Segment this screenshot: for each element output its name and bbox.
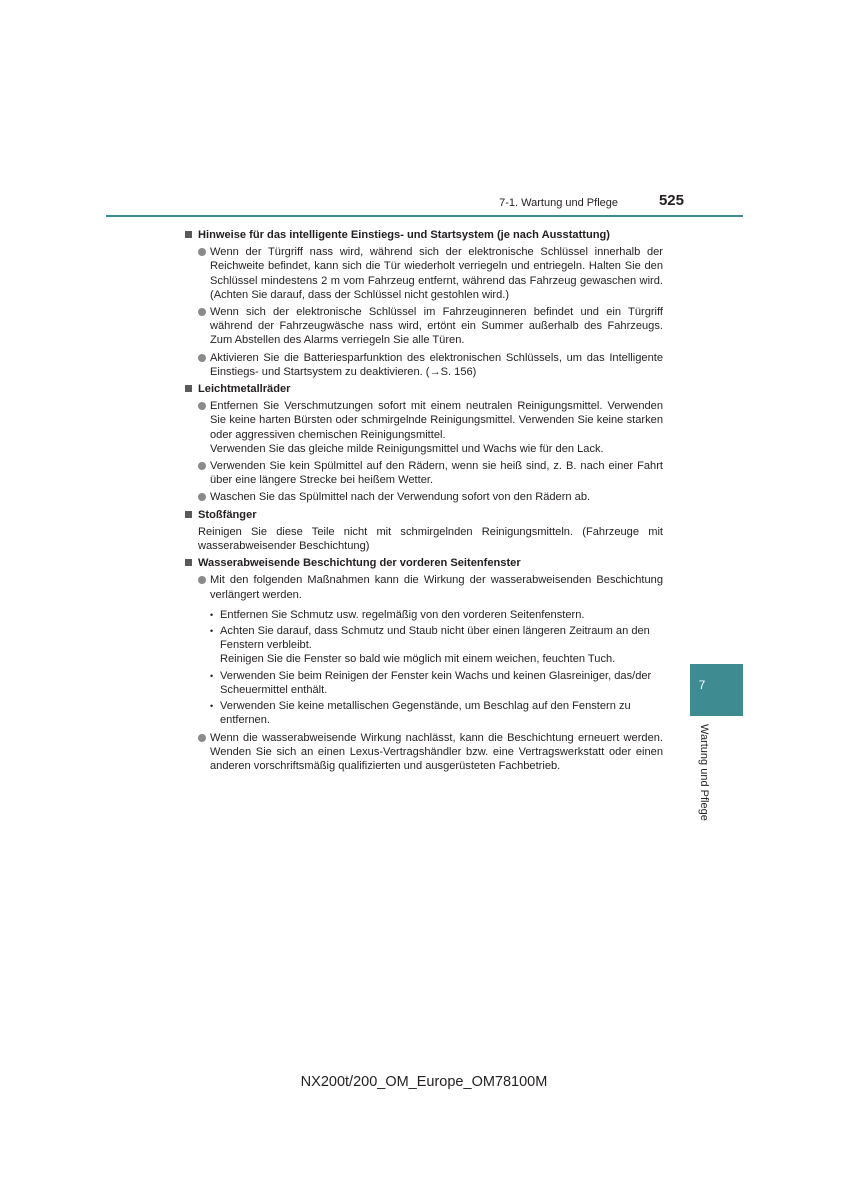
list-item [185,459,663,487]
sub-list-item-text: Verwenden Sie beim Reinigen der Fenster kein Wachs und keinen Glasreiniger, das/der Scheuermittel enthält. [220,669,652,696]
section-heading [185,228,663,242]
sub-list-item-text: Verwenden Sie keine metallischen Gegenstände, um Beschlag auf den Fenstern zu entfernen. [220,700,631,727]
list-item-text [210,399,663,456]
list-item-text: Mit den folgenden Maßnahmen kann die Wirkung der wasserabweisenden Beschichtung verlängert werden. [210,574,663,601]
round-bullet-icon [198,402,206,410]
round-bullet-icon [198,462,206,470]
list-item [185,245,663,302]
list-item [185,573,663,601]
round-bullet-icon [198,493,206,501]
section-paragraph: Reinigen Sie diese Teile nicht mit schmirgelnden Reinigungsmitteln. (Fahrzeuge mit wasserabweisender Beschichtung) [198,525,663,553]
section-bumpers [185,508,663,554]
sub-list-item [185,669,663,697]
list-item-text: Aktivieren Sie die Batteriesparfunktion des elektronischen Schlüssels, um das Intelligente Einstiegs- und Startsystem zu deaktivieren. (→S. 156) [210,351,663,378]
section-heading [185,382,663,396]
section-heading-text: Wasserabweisende Beschichtung der vorderen Seitenfenster [198,557,521,570]
sub-list-item [185,624,663,667]
page-number: 525 [658,192,684,209]
chapter-number: 7 [698,678,706,692]
sub-list-item-text: Entfernen Sie Schmutz usw. regelmäßig von den vorderen Seitenfenstern. [220,608,585,621]
list-item [185,399,663,456]
section-heading [185,508,663,522]
chapter-tab [690,664,743,716]
sub-list-item-text-part: Achten Sie darauf, dass Schmutz und Staub nicht über einen längeren Zeitraum an den Fenstern verbleibt. [220,625,650,652]
small-bullet-icon: • [210,626,214,637]
list-item-text-continuation: Verwenden Sie das gleiche milde Reinigungsmittel und Wachs wie für den Lack. [210,442,604,455]
section-heading-text: Leichtmetallräder [198,383,291,396]
list-item [185,490,663,504]
section-heading-text: Stoßfänger [198,508,257,521]
chapter-side-label: Wartung und Pflege [698,724,710,821]
small-bullet-icon: • [210,701,214,712]
section-heading-text: Hinweise für das intelligente Einstiegs- und Startsystem (je nach Ausstattung) [198,229,610,241]
square-bullet-icon [185,559,192,566]
sub-list-item-text [220,624,663,667]
section-alloy-wheels [185,382,663,505]
sub-list-item [185,699,663,727]
list-item [185,351,663,379]
list-item-text-part: Entfernen Sie Verschmutzungen sofort mit einem neutralen Reinigungsmittel. Verwenden Sie keine harten Bürsten oder schmirgelnde Reinigungsmittel. Verwenden Sie keine starken oder aggressiven chemischen Reinigungsmittel. [210,400,663,441]
round-bullet-icon [198,576,206,584]
sub-list-item [185,608,663,622]
small-bullet-icon: • [210,670,214,681]
square-bullet-icon [185,231,192,238]
section-water-repellent [185,556,663,773]
sub-list-item-continuation: Reinigen Sie die Fenster so bald wie möglich mit einem weichen, feuchten Tuch. [220,653,616,666]
round-bullet-icon [198,734,206,742]
list-item-text: Wenn sich der elektronische Schlüssel im Fahrzeuginneren befindet und ein Türgriff während der Fahrzeugwäsche nass wird, ertönt ein Summer außerhalb des Fahrzeugs. Zum Abstellen des Alarms verriegeln Sie alle Türen. [210,306,663,347]
list-item [185,731,663,774]
page-body [185,225,663,773]
round-bullet-icon [198,248,206,256]
square-bullet-icon [185,511,192,518]
small-bullet-icon: • [210,609,214,620]
list-item-text: Verwenden Sie kein Spülmittel auf den Rädern, wenn sie heiß sind, z. B. nach einer Fahrt über eine längere Strecke bei heißem Wetter. [210,460,663,487]
header-rule [106,215,743,217]
section-smart-entry [185,228,663,379]
round-bullet-icon [198,354,206,362]
running-header-title: 7-1. Wartung und Pflege [499,197,618,209]
list-item-text: Wenn der Türgriff nass wird, während sich der elektronische Schlüssel innerhalb der Reichweite befindet, kann sich die Tür wiederholt verriegeln und entriegeln. Halten Sie den Schlüssel mindestens 2 m vom Fahrzeug entfernt, während das Fahrzeug gewaschen wird. (Achten Sie darauf, dass der Schlüssel nicht gestohlen wird.) [210,246,663,301]
list-item-text: Waschen Sie das Spülmittel nach der Verwendung sofort von den Rädern ab. [210,491,591,504]
list-item-text: Wenn die wasserabweisende Wirkung nachlässt, kann die Beschichtung erneuert werden. Wenden Sie sich an einen Lexus-Vertragshändler bzw. eine Vertragswerkstatt oder einen anderen vorschriftsmäßig qualifizierten und ausgerüsteten Fachbetrieb. [210,731,663,772]
section-heading [185,556,663,570]
square-bullet-icon [185,385,192,392]
list-item [185,305,663,348]
page-footer: NX200t/200_OM_Europe_OM78100M [300,1074,548,1090]
round-bullet-icon [198,308,206,316]
